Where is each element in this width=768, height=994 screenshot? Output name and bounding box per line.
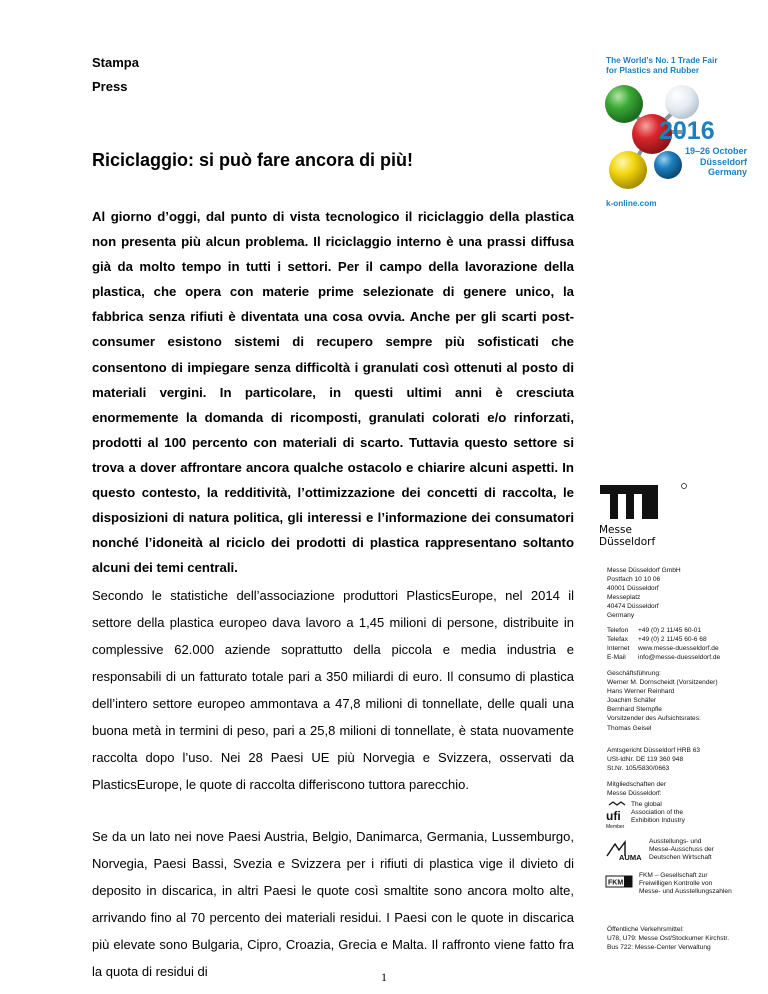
contact-label: Telefax — [607, 636, 628, 644]
contact-value: +49 (0) 2 11/45 60-01 — [638, 627, 702, 634]
address-line: 40474 Düsseldorf — [607, 603, 659, 611]
membership-line: Deutschen Wirtschaft — [649, 854, 712, 862]
fair-tagline-line: for Plastics and Rubber — [606, 65, 700, 75]
fkm-logo-text: FKM — [608, 879, 624, 887]
company-name — [599, 524, 719, 548]
page-number: 1 — [381, 970, 387, 984]
membership-fkm — [605, 872, 759, 897]
company-management — [607, 669, 767, 733]
label-stampa: Stampa — [92, 55, 139, 70]
body-paragraph: Secondo le statistiche dell’associazione produttori PlasticsEurope, nel 2014 il settore della plastica europeo dava lavoro a 1,45 milioni di persone, distribuite in complessive 62.000 aziende soprattutto della piccola e media industria e responsabili di un fatturato totale pari a 350 miliardi di euro. Il consumo di plastica dell’intero settore europeo ammontava a 47,8 milioni di tonnellate, delle quali una buona metà in termini di peso, pari a 25,8 milioni di tonnellate, è stata nuovamente raccolta dopo l’uso. Nei 28 Paesi UE più Norvegia e Svizzera, osservati da PlasticsEurope, le quote di raccolta differiscono tuttora parecchio. — [92, 588, 574, 792]
ufi-logo-text: ufi — [606, 809, 621, 823]
address-line: Postfach 10 10 06 — [607, 576, 661, 584]
contact-value: info@messe-duesseldorf.de — [638, 654, 721, 662]
transport-line: U78, U79: Messe Ost/Stockumer Kirchstr. — [607, 935, 730, 943]
contact-row — [607, 653, 767, 662]
membership-auma — [605, 838, 768, 864]
address-line: 40001 Düsseldorf — [607, 585, 659, 593]
membership-line: Association of the — [631, 809, 684, 817]
auma-logo — [605, 838, 645, 864]
company-address — [607, 566, 767, 621]
fair-tagline-line: The World’s No. 1 Trade Fair — [606, 55, 718, 65]
contact-value: +49 (0) 2 11/45 60-6 68 — [638, 636, 707, 644]
ufi-logo-subtext: Member — [606, 824, 625, 830]
public-transport — [607, 925, 767, 952]
company-name-line: Düsseldorf — [599, 536, 656, 548]
membership-line: Ausstellungs- und — [649, 838, 702, 845]
membership-text — [631, 801, 751, 826]
membership-line: Messe-Ausschuss der — [649, 846, 714, 854]
page-title: Riciclaggio: si può fare ancora di più! — [92, 150, 414, 170]
membership-line: Exhibition Industry — [631, 817, 685, 825]
contact-row — [607, 635, 767, 644]
memberships-heading — [607, 780, 767, 798]
fair-tagline — [606, 55, 756, 75]
contact-row — [607, 626, 767, 635]
membership-ufi — [605, 801, 751, 831]
lead-paragraph: Al giorno d’oggi, dal punto di vista tecnologico il riciclaggio della plastica non presenta più alcun problema. Il riciclaggio interno è una prassi diffusa già da molto tempo in tutti i settori. Per il campo della lavorazione della plastica, che opera con materie prime selezionate di genere unico, la fabbrica senza rifiuti è diventata una cosa ovvia. Anche per gli scarti post-consumer esistono sistemi di recupero sempre più sofisticati che consentono di impiegare senza difficoltà i granulati così ottenuti al posto di materiali vergini. In particolare, in questi ultimi anni è cresciuta enormemente la domanda di ricomposti, granulati colorati e/o rinforzati, prodotti al 100 percento con materiali di scarto. Tuttavia questo settore si trova a dover affrontare ancora qualche ostacolo e chiarire alcuni aspetti. In questo contesto, la redditività, l’ottimizzazione dei concetti di raccolta, le disposizioni di natura politica, gli interessi e l’informazione dei consumatori nonché l’idoneità al riciclo dei prodotti di plastica rappresentano soltanto alcuni dei temi centrali. — [92, 209, 574, 576]
fair-website: k-online.com — [606, 199, 657, 208]
address-line: Germany — [607, 612, 635, 620]
management-line: Geschäftsführung: — [607, 670, 661, 677]
membership-line: FKM – Gesellschaft zur — [639, 872, 708, 879]
contact-label: E-Mail — [607, 654, 626, 662]
fair-year: 2016 — [659, 117, 715, 145]
memberships-heading-line: Mitgliedschaften der — [607, 781, 667, 788]
company-register — [607, 746, 767, 773]
memberships-heading-line: Messe Düsseldorf: — [607, 790, 662, 798]
register-line: St.Nr. 105/5830/0663 — [607, 765, 670, 773]
management-line: Joachim Schäfer — [607, 697, 657, 705]
contact-label: Internet — [607, 645, 630, 653]
management-line: Werner M. Dornscheidt (Vorsitzender) — [607, 679, 718, 687]
fair-city: Düsseldorf — [699, 156, 747, 167]
management-line: Thomas Geisel — [607, 724, 652, 732]
fair-dates — [653, 146, 747, 178]
transport-line: Öffentliche Verkehrsmittel: — [607, 926, 684, 933]
company-contact — [607, 626, 767, 662]
register-line: USt-IdNr. DE 119 360 948 — [607, 756, 684, 764]
contact-value: www.messe-duesseldorf.de — [638, 645, 719, 653]
register-line: Amtsgericht Düsseldorf HRB 63 — [607, 747, 701, 754]
membership-line: Freiwilligen Kontrolle von — [639, 880, 713, 888]
contact-label: Telefon — [607, 627, 629, 634]
membership-text — [639, 872, 759, 897]
ufi-logo — [605, 801, 627, 831]
transport-line: Bus 722: Messe-Center Verwaltung — [607, 944, 711, 952]
fair-dates-line: 19–26 October — [684, 146, 747, 156]
fair-country: Germany — [707, 167, 747, 177]
management-line: Bernhard Stempfle — [607, 706, 662, 714]
management-line: Hans Werner Reinhard — [607, 688, 675, 696]
membership-line: The global — [631, 801, 662, 808]
membership-text — [649, 838, 768, 863]
address-line: Messeplatz — [607, 594, 641, 602]
membership-line: Messe- und Ausstellungszahlen — [639, 888, 732, 896]
messe-duesseldorf-logo — [600, 483, 690, 523]
contact-row — [607, 644, 767, 653]
address-line: Messe Düsseldorf GmbH — [607, 567, 681, 574]
body-paragraph: Se da un lato nei nove Paesi Austria, Belgio, Danimarca, Germania, Lussemburgo, Norvegia, Paesi Bassi, Svezia e Svizzera per i rifiuti di plastica vige il divieto di deposito in discarica, in altri Paesi le quote così smaltite sono ancora molto alte, arrivando fino al 70 percento dei materiali residui. I Paesi con le quote in discarica più elevate sono Bulgaria, Cipro, Croazia, Grecia e Malta. Il raffronto viene fatto fra la quota di residui di — [92, 829, 574, 979]
label-press: Press — [92, 79, 128, 94]
fkm-logo — [605, 872, 635, 892]
management-line: Vorsitzender des Aufsichtsrates: — [607, 715, 701, 723]
company-name-line: Messe — [599, 524, 632, 536]
auma-logo-text: AUMA — [619, 853, 642, 862]
